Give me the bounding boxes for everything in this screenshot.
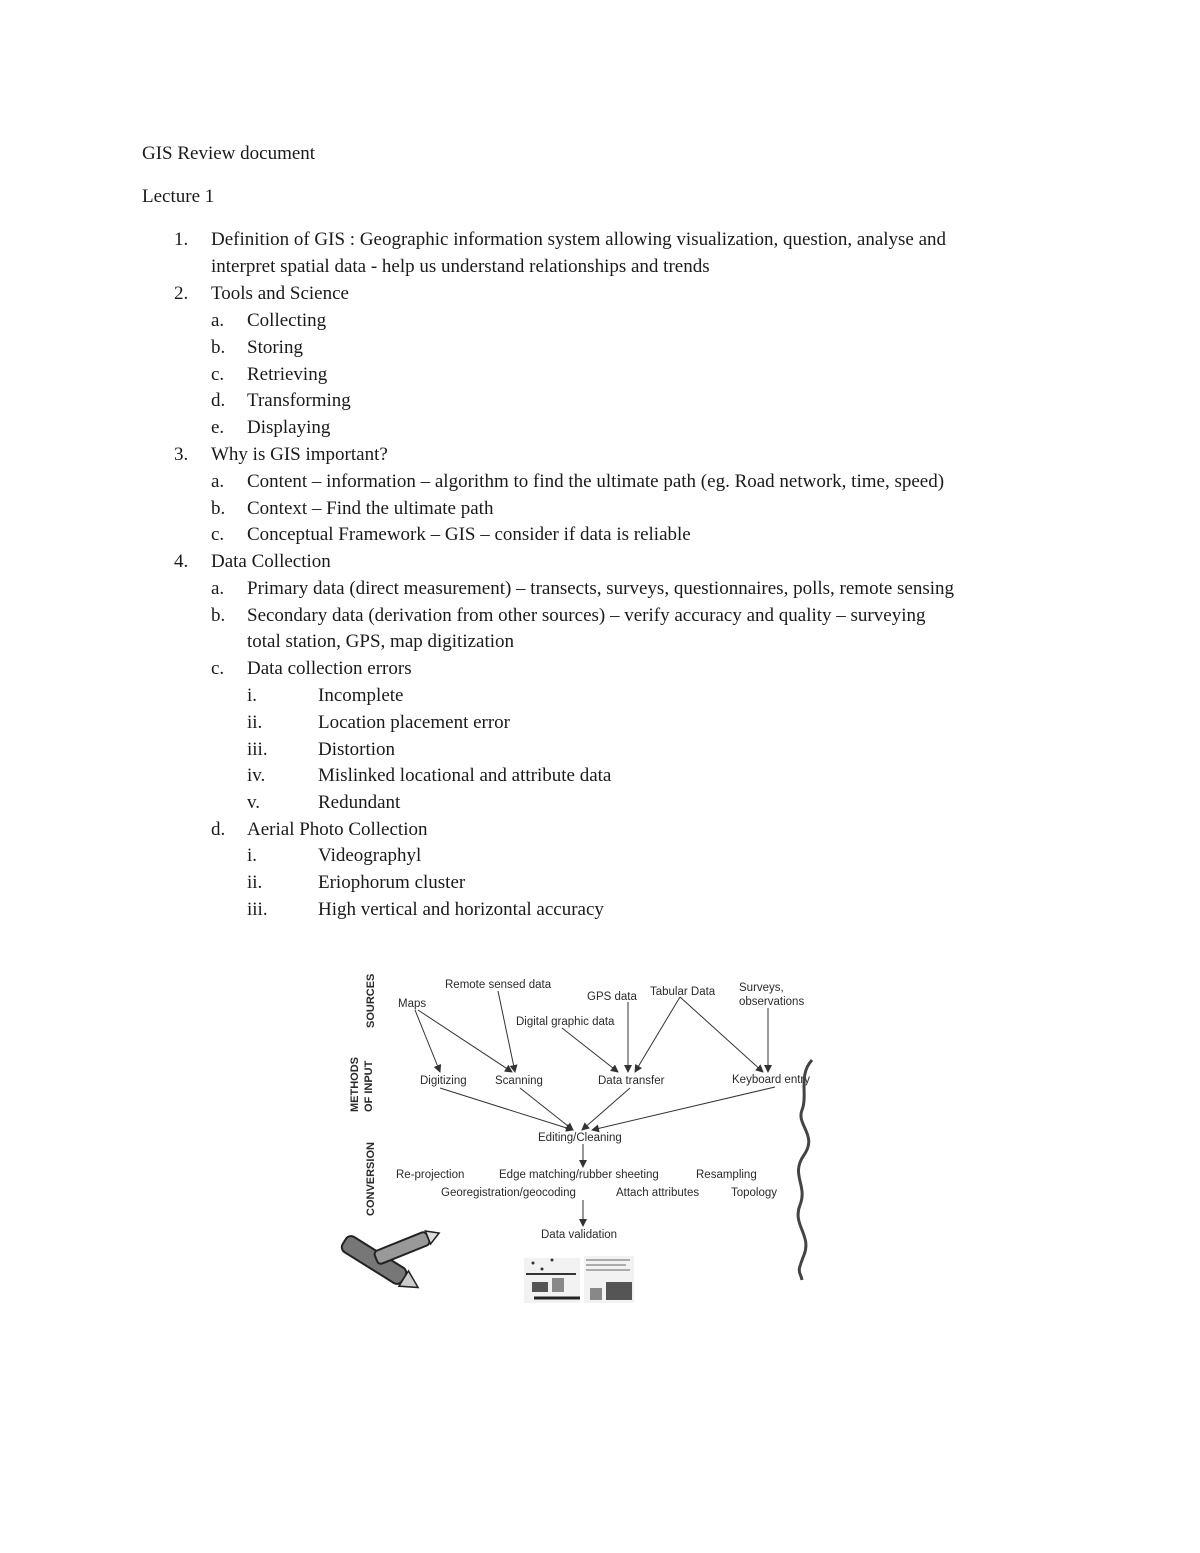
side-label-of-input: OF INPUT — [363, 1060, 375, 1112]
gis-data-input-diagram — [330, 960, 820, 1310]
list-number: 4. — [174, 551, 189, 572]
sub-item-text: Collecting — [247, 310, 327, 331]
node-data-transfer: Data transfer — [598, 1075, 665, 1087]
roman-marker: ii. — [247, 872, 263, 893]
list-item-text: Definition of GIS : Geographic information system allowing visualization, question, analyse and — [211, 229, 947, 250]
sub-item-text: Transforming — [247, 390, 351, 411]
sub-marker: e. — [211, 417, 225, 438]
node-topology: Topology — [731, 1187, 778, 1199]
node-attach-attributes: Attach attributes — [616, 1187, 700, 1199]
node-digitizing: Digitizing — [420, 1075, 467, 1087]
lecture-heading: Lecture 1 — [142, 186, 215, 207]
sub-marker: b. — [211, 605, 226, 626]
node-keyboard-entry: Keyboard entry — [732, 1074, 810, 1086]
node-editing-cleaning: Editing/Cleaning — [538, 1132, 622, 1144]
sub-item-text: Displaying — [247, 417, 331, 438]
roman-marker: i. — [247, 685, 258, 706]
sub-item-text: Storing — [247, 337, 303, 358]
table-output-icon — [584, 1256, 634, 1303]
roman-marker: iii. — [247, 739, 268, 760]
node-data-validation: Data validation — [541, 1229, 618, 1241]
node-surveys: Surveys, — [739, 982, 784, 994]
side-label-methods: METHODS — [349, 1057, 361, 1112]
node-remote-sensed: Remote sensed data — [445, 979, 552, 991]
node-georegistration: Georegistration/geocoding — [441, 1187, 576, 1199]
list-item-text: Why is GIS important? — [211, 444, 388, 465]
sub-marker: d. — [211, 819, 226, 840]
roman-marker: ii. — [247, 712, 263, 733]
side-label-sources: SOURCES — [365, 973, 377, 1028]
sub-item-text: Retrieving — [247, 364, 328, 385]
node-scanning: Scanning — [495, 1075, 543, 1087]
node-digital-graphic: Digital graphic data — [516, 1016, 615, 1028]
sub-marker: a. — [211, 471, 225, 492]
sub-item-text: Conceptual Framework – GIS – consider if data is reliable — [247, 524, 691, 545]
list-item-text: Data Collection — [211, 551, 331, 572]
sub-marker: c. — [211, 524, 225, 545]
roman-marker: iv. — [247, 765, 266, 786]
sub-marker: b. — [211, 498, 226, 519]
list-item-text: Tools and Science — [211, 283, 349, 304]
roman-item-text: Eriophorum cluster — [318, 872, 466, 893]
sub-marker: a. — [211, 578, 225, 599]
sub-marker: c. — [211, 658, 225, 679]
roman-marker: v. — [247, 792, 261, 813]
node-edge-matching: Edge matching/rubber sheeting — [499, 1169, 659, 1181]
roman-item-text: Incomplete — [318, 685, 404, 706]
map-output-icon — [524, 1258, 580, 1303]
sub-item-text: Primary data (direct measurement) – transects, surveys, questionnaires, polls, remote sensing — [247, 578, 955, 599]
list-number: 3. — [174, 444, 189, 465]
wavy-line-decoration — [798, 1060, 812, 1280]
node-gps: GPS data — [587, 991, 637, 1003]
roman-item-text: Videographyl — [318, 845, 422, 866]
node-maps: Maps — [398, 998, 427, 1010]
side-label-conversion: CONVERSION — [365, 1142, 377, 1216]
node-observations: observations — [739, 996, 805, 1008]
sub-item-text: Content – information – algorithm to find the ultimate path (eg. Road network, time, speed) — [247, 471, 945, 492]
sub-item-text: Context – Find the ultimate path — [247, 498, 494, 519]
list-number: 2. — [174, 283, 189, 304]
document-title: GIS Review document — [142, 143, 316, 164]
sub-item-text: Aerial Photo Collection — [247, 819, 428, 840]
list-item-text: interpret spatial data - help us understand relationships and trends — [211, 256, 710, 277]
node-resampling: Resampling — [696, 1169, 757, 1181]
node-tabular: Tabular Data — [650, 986, 716, 998]
sub-marker: d. — [211, 390, 226, 411]
list-number: 1. — [174, 229, 189, 250]
roman-item-text: Mislinked locational and attribute data — [318, 765, 612, 786]
roman-item-text: Distortion — [318, 739, 396, 760]
roman-item-text: Location placement error — [318, 712, 511, 733]
roman-marker: iii. — [247, 899, 268, 920]
sub-marker: a. — [211, 310, 225, 331]
node-reprojection: Re-projection — [396, 1169, 465, 1181]
roman-item-text: High vertical and horizontal accuracy — [318, 899, 604, 920]
sub-item-text: Data collection errors — [247, 658, 412, 679]
sub-item-text: total station, GPS, map digitization — [247, 631, 515, 652]
pencils-icon — [340, 1227, 442, 1296]
sub-marker: c. — [211, 364, 225, 385]
roman-marker: i. — [247, 845, 258, 866]
roman-item-text: Redundant — [318, 792, 401, 813]
sub-marker: b. — [211, 337, 226, 358]
sub-item-text: Secondary data (derivation from other sources) – verify accuracy and quality – surveying — [247, 605, 926, 626]
